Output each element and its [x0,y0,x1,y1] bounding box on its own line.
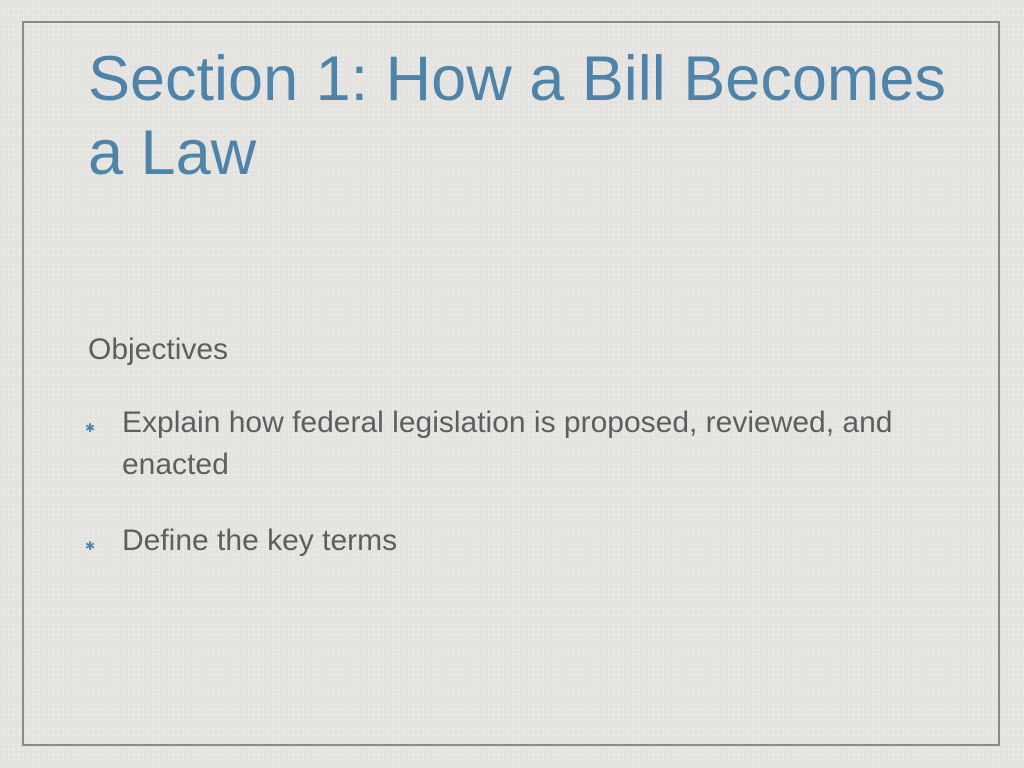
asterisk-bullet-icon: ✱ [85,539,96,553]
slide-title: Section 1: How a Bill Becomes a Law [88,44,946,188]
objective-text: Explain how federal legislation is proposed, reviewed, and enacted [122,406,893,481]
objective-text: Define the key terms [122,524,398,557]
objectives-list [85,402,948,596]
asterisk-bullet-icon: ✱ [85,421,96,435]
list-item [85,402,948,486]
objectives-heading: Objectives [88,333,229,366]
list-item [85,520,948,562]
